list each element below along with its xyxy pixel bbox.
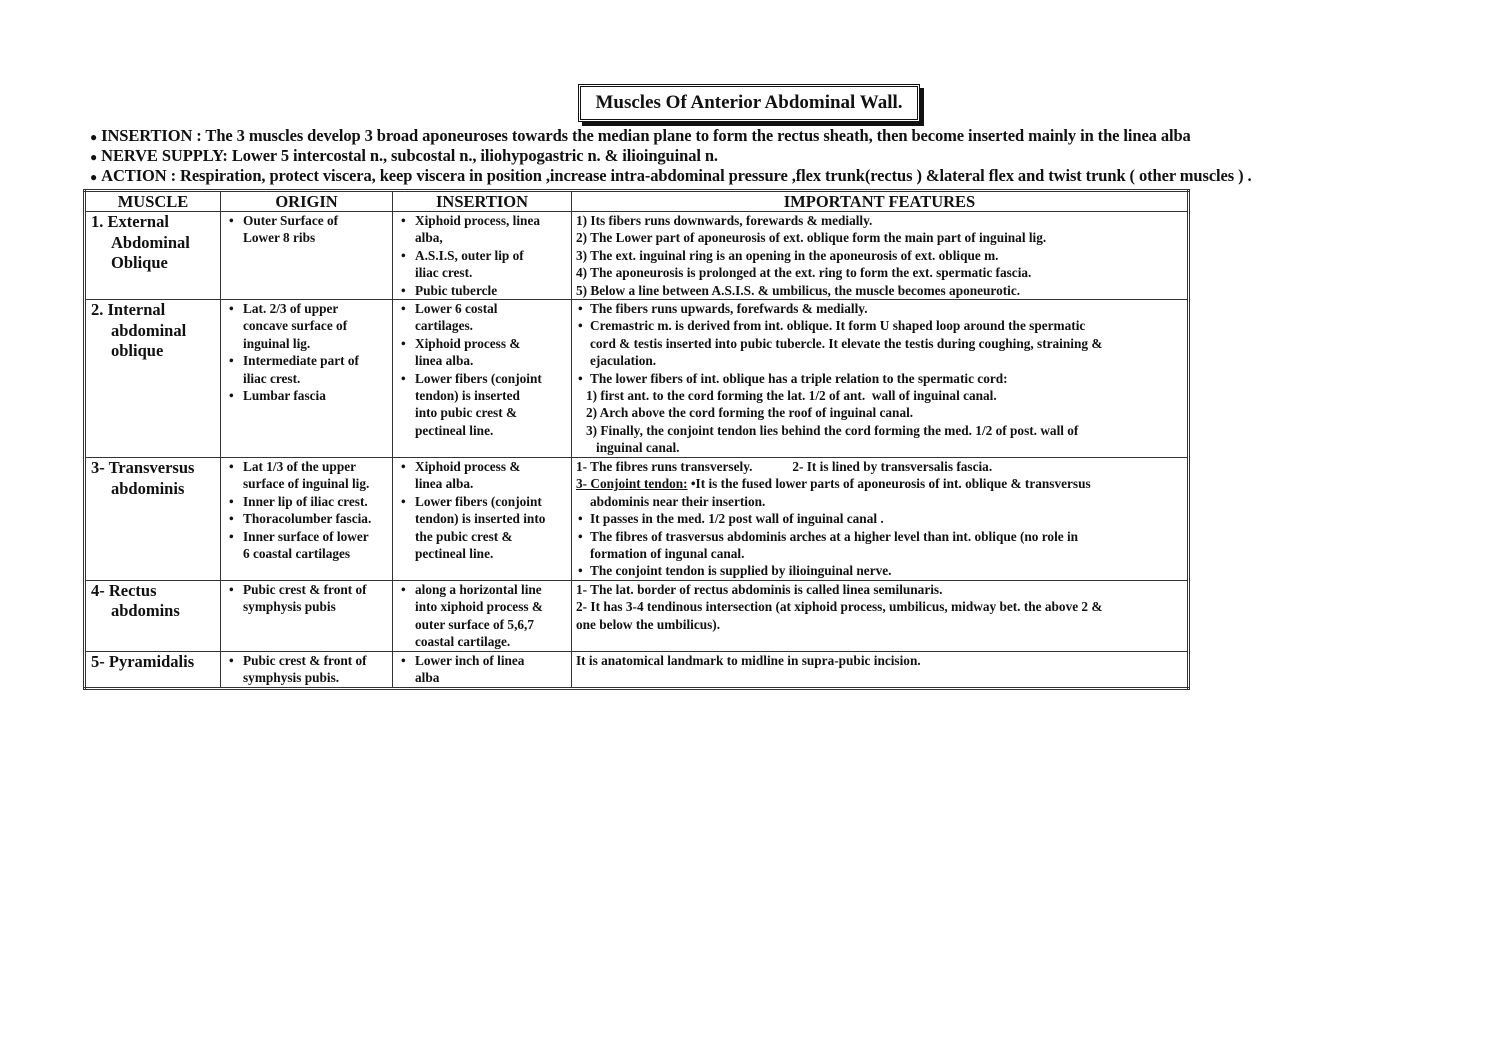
- insertion-line: [397, 493, 567, 510]
- line-text: 4) The aponeurosis is prolonged at the ext. ring to form the ext. spermatic fascia.: [576, 265, 1032, 281]
- insertion-line: [397, 581, 567, 598]
- muscle-cell: [85, 458, 221, 581]
- muscle-name-line: 4- Rectus: [91, 580, 157, 600]
- origin-line: [225, 528, 388, 545]
- header-features: IMPORTANT FEATURES: [572, 191, 1189, 212]
- bullet-icon: •: [401, 459, 406, 475]
- title-text: Muscles Of Anterior Abdominal Wall.: [595, 92, 903, 113]
- bullet-icon: •: [401, 301, 406, 317]
- table-row: [85, 458, 1189, 581]
- features-line: [576, 598, 1183, 615]
- muscle-cell: [85, 212, 221, 300]
- line-text: Cremastric m. is derived from int. oblique. It form U shaped loop around the spermatic: [590, 318, 1086, 334]
- insertion-cell: [393, 580, 572, 651]
- features-line: [576, 317, 1183, 334]
- line-text: 1) first ant. to the cord forming the lat. 1/2 of ant. wall of inguinal canal.: [586, 388, 997, 404]
- intro-text: ACTION : Respiration, protect viscera, keep viscera in position ,increase intra-abdominal pressure ,flex trunk(rectus ) &lateral flex and twist trunk ( other muscles ) .: [101, 166, 1252, 185]
- line-text: inguinal canal.: [596, 440, 680, 456]
- muscle-cell: [85, 300, 221, 458]
- intro-nerve-supply: [90, 146, 718, 166]
- features-line: [576, 439, 1183, 456]
- origin-line: [225, 387, 388, 404]
- line-text: into xiphoid process &: [415, 599, 543, 615]
- muscle-name-line: Oblique: [111, 253, 168, 272]
- insertion-line: [397, 212, 567, 229]
- bullet-icon: •: [578, 563, 583, 579]
- underlined-heading: 3- Conjoint tendon:: [576, 476, 688, 492]
- line-text: the pubic crest &: [415, 528, 513, 544]
- muscle-name-line: 2. Internal: [91, 300, 166, 320]
- insertion-line: [397, 300, 567, 317]
- muscle-name-line: abdominal: [111, 320, 187, 340]
- line-text: Lower fibers (conjoint: [415, 493, 542, 509]
- origin-cell: [221, 580, 393, 651]
- bullet-icon: •: [229, 388, 234, 404]
- line-text: Xiphoid process &: [415, 335, 521, 351]
- line-text: Pubic tubercle: [415, 282, 498, 298]
- origin-line: [225, 475, 388, 492]
- insertion-cell: [393, 651, 572, 688]
- muscle-cell: [85, 580, 221, 651]
- table-row: [85, 580, 1189, 651]
- insertion-line: [397, 510, 567, 527]
- line-text: abdominis near their insertion.: [590, 493, 766, 509]
- origin-line: [225, 598, 388, 615]
- bullet-icon: •: [401, 370, 406, 386]
- table-row: [85, 300, 1189, 458]
- muscle-cell: [85, 651, 221, 688]
- bullet-icon: •: [578, 370, 583, 386]
- bullet-icon: •: [578, 511, 583, 527]
- insertion-line: [397, 616, 567, 633]
- features-cell: [572, 300, 1189, 458]
- features-cell: [572, 580, 1189, 651]
- line-text: It passes in the med. 1/2 post wall of inguinal canal .: [590, 511, 884, 527]
- muscle-name-line: oblique: [111, 341, 164, 361]
- muscle-name-line: abdomins: [111, 601, 180, 621]
- bullet-icon: •: [229, 511, 234, 527]
- line-text: Pubic crest & front of: [243, 581, 367, 597]
- features-line: [576, 458, 1183, 475]
- insertion-line: [397, 475, 567, 492]
- origin-line: [225, 581, 388, 598]
- muscle-name-line: 5- Pyramidalis: [91, 651, 195, 671]
- insertion-line: [397, 335, 567, 352]
- bullet-icon: •: [578, 528, 583, 544]
- muscle-name-line: 3- Transversus: [91, 458, 195, 478]
- insertion-line: [397, 422, 567, 439]
- bullet-icon: •: [401, 581, 406, 597]
- line-text: 1) Its fibers runs downwards, forewards & medially.: [576, 213, 873, 228]
- insertion-cell: [393, 300, 572, 458]
- line-text: iliac crest.: [415, 265, 473, 281]
- line-text: 6 coastal cartilages: [243, 546, 351, 562]
- origin-line: [225, 300, 388, 317]
- insertion-line: [397, 652, 567, 669]
- features-line: [576, 335, 1183, 352]
- bullet-icon: •: [578, 301, 583, 317]
- muscle-name-line: abdominis: [111, 478, 185, 498]
- features-line: [576, 422, 1183, 439]
- line-text: one below the umbilicus).: [576, 616, 721, 632]
- features-cell: [572, 458, 1189, 581]
- features-line: [576, 493, 1183, 510]
- muscle-name-line: Abdominal: [111, 232, 190, 252]
- features-line: [576, 545, 1183, 562]
- features-line: [576, 247, 1183, 264]
- bullet-icon: ●: [90, 130, 98, 144]
- line-text: 1- The fibres runs transversely. 2- It is lined by transversalis fascia.: [576, 459, 993, 475]
- features-line: [576, 528, 1183, 545]
- intro-insertion: [90, 126, 1191, 146]
- origin-line: [225, 335, 388, 352]
- line-text: The fibres of trasversus abdominis arches at a higher level than int. oblique (no role in: [590, 528, 1079, 544]
- header-origin: ORIGIN: [221, 191, 393, 212]
- line-text: 3) Finally, the conjoint tendon lies behind the cord forming the med. 1/2 of post. wall of: [586, 422, 1079, 438]
- origin-cell: [221, 651, 393, 688]
- line-text: inguinal lig.: [243, 335, 311, 351]
- insertion-line: [397, 282, 567, 299]
- features-line: [576, 264, 1183, 281]
- insertion-line: [397, 264, 567, 281]
- insertion-line: [397, 669, 567, 686]
- line-text: Lat 1/3 of the upper: [243, 459, 357, 475]
- bullet-icon: •: [401, 652, 406, 668]
- muscles-table: [83, 189, 1190, 690]
- line-text: concave surface of: [243, 318, 348, 334]
- line-text: linea alba.: [415, 353, 474, 369]
- line-text: outer surface of 5,6,7: [415, 616, 535, 632]
- line-text: along a horizontal line: [415, 581, 542, 597]
- line-text: alba: [415, 670, 440, 686]
- line-text: The conjoint tendon is supplied by ilioinguinal nerve.: [590, 563, 892, 579]
- header-muscle: MUSCLE: [85, 191, 221, 212]
- features-cell: [572, 212, 1189, 300]
- features-line: [576, 562, 1183, 579]
- line-text: 5) Below a line between A.S.I.S. & umbilicus, the muscle becomes aponeurotic.: [576, 282, 1021, 298]
- line-text: pectineal line.: [415, 546, 494, 562]
- origin-line: [225, 458, 388, 475]
- features-line: [576, 212, 1183, 229]
- line-text: tendon) is inserted: [415, 388, 520, 404]
- features-line: [576, 352, 1183, 369]
- bullet-icon: •: [229, 528, 234, 544]
- line-text: alba,: [415, 230, 443, 246]
- line-text: A.S.I.S, outer lip of: [415, 247, 524, 263]
- bullet-icon: •: [229, 353, 234, 369]
- insertion-line: [397, 352, 567, 369]
- line-text: pectineal line.: [415, 422, 494, 438]
- features-line: [576, 370, 1183, 387]
- line-text: iliac crest.: [243, 370, 301, 386]
- origin-line: [225, 652, 388, 669]
- bullet-icon: ●: [90, 170, 98, 184]
- insertion-line: [397, 528, 567, 545]
- insertion-line: [397, 247, 567, 264]
- table-header-row: [85, 191, 1189, 212]
- page-title: [578, 84, 920, 122]
- origin-line: [225, 317, 388, 334]
- line-text: Lower 8 ribs: [243, 230, 316, 246]
- bullet-icon: •: [229, 301, 234, 317]
- line-text: tendon) is inserted into: [415, 511, 546, 527]
- line-text: Thoracolumber fascia.: [243, 511, 372, 527]
- line-text: ejaculation.: [590, 353, 657, 369]
- features-line: [576, 229, 1183, 246]
- origin-line: [225, 545, 388, 562]
- bullet-icon: •: [401, 282, 406, 298]
- line-text: The lower fibers of int. oblique has a triple relation to the spermatic cord:: [590, 370, 1008, 386]
- bullet-icon: •: [229, 493, 234, 509]
- insertion-cell: [393, 458, 572, 581]
- insertion-line: [397, 633, 567, 650]
- features-line: [576, 300, 1183, 317]
- intro-text: INSERTION : The 3 muscles develop 3 broad aponeuroses towards the median plane to form the rectus sheath, then become inserted mainly in the linea alba: [101, 126, 1191, 145]
- line-text: 2) Arch above the cord forming the roof of inguinal canal.: [586, 405, 914, 421]
- line-text: symphysis pubis: [243, 599, 336, 615]
- line-text: Xiphoid process, linea: [415, 213, 540, 228]
- bullet-icon: ●: [90, 150, 98, 164]
- bullet-icon: •: [229, 581, 234, 597]
- features-line: [576, 616, 1183, 633]
- line-text: coastal cartilage.: [415, 634, 511, 650]
- insertion-line: [397, 229, 567, 246]
- insertion-line: [397, 317, 567, 334]
- insertion-line: [397, 370, 567, 387]
- bullet-icon: •: [229, 459, 234, 475]
- line-text: formation of ingunal canal.: [590, 546, 745, 562]
- line-text: cartilages.: [415, 318, 473, 334]
- muscle-name-line: 1. External: [91, 212, 169, 231]
- bullet-icon: •: [229, 652, 234, 668]
- insertion-line: [397, 545, 567, 562]
- origin-line: [225, 510, 388, 527]
- line-text: cord & testis inserted into pubic tubercle. It elevate the testis during coughing, straining &: [590, 335, 1103, 351]
- line-text: Outer Surface of: [243, 213, 339, 228]
- origin-line: [225, 370, 388, 387]
- line-text: Lower inch of linea: [415, 652, 525, 668]
- features-line: [576, 387, 1183, 404]
- bullet-icon: •: [401, 213, 406, 228]
- table-row: [85, 212, 1189, 300]
- line-text: Inner lip of iliac crest.: [243, 493, 368, 509]
- line-text: Intermediate part of: [243, 353, 359, 369]
- origin-line: [225, 352, 388, 369]
- features-line: [576, 581, 1183, 598]
- insertion-cell: [393, 212, 572, 300]
- insertion-line: [397, 404, 567, 421]
- line-text: Xiphoid process &: [415, 459, 521, 475]
- line-text: surface of inguinal lig.: [243, 476, 370, 492]
- bullet-icon: •: [578, 318, 583, 334]
- line-text: into pubic crest &: [415, 405, 518, 421]
- line-text: 2- It has 3-4 tendinous intersection (at xiphoid process, umbilicus, midway bet. the above 2 &: [576, 599, 1103, 615]
- line-text: symphysis pubis.: [243, 670, 340, 686]
- insertion-line: [397, 387, 567, 404]
- features-line: [576, 282, 1183, 299]
- bullet-icon: •: [401, 247, 406, 263]
- features-line: [576, 404, 1183, 421]
- origin-line: [225, 229, 388, 246]
- line-text: 2) The Lower part of aponeurosis of ext. oblique form the main part of inguinal lig.: [576, 230, 1047, 246]
- features-cell: [572, 651, 1189, 688]
- intro-text: NERVE SUPPLY: Lower 5 intercostal n., subcostal n., iliohypogastric n. & ilioinguinal n.: [101, 146, 718, 165]
- features-line: [576, 475, 1183, 492]
- origin-line: [225, 212, 388, 229]
- line-text: Lower fibers (conjoint: [415, 370, 542, 386]
- features-line: [576, 510, 1183, 527]
- line-text: Lat. 2/3 of upper: [243, 301, 339, 317]
- bullet-icon: •: [401, 335, 406, 351]
- intro-action: [90, 166, 1252, 186]
- line-text: It is anatomical landmark to midline in supra-pubic incision.: [576, 652, 921, 668]
- line-text: Lumbar fascia: [243, 388, 326, 404]
- line-text: linea alba.: [415, 476, 474, 492]
- features-line: [576, 652, 1183, 669]
- line-text: Lower 6 costal: [415, 301, 498, 317]
- origin-line: [225, 669, 388, 686]
- table-row: [85, 651, 1189, 688]
- line-text: Pubic crest & front of: [243, 652, 367, 668]
- origin-line: [225, 493, 388, 510]
- bullet-icon: •: [229, 213, 234, 228]
- insertion-line: [397, 458, 567, 475]
- origin-cell: [221, 458, 393, 581]
- line-text: •It is the fused lower parts of aponeurosis of int. oblique & transversus: [687, 476, 1091, 492]
- origin-cell: [221, 212, 393, 300]
- line-text: 3) The ext. inguinal ring is an opening in the aponeurosis of ext. oblique m.: [576, 247, 999, 263]
- bullet-icon: •: [401, 493, 406, 509]
- insertion-line: [397, 598, 567, 615]
- line-text: 1- The lat. border of rectus abdominis is called linea semilunaris.: [576, 581, 943, 597]
- line-text: The fibers runs upwards, forefwards & medially.: [590, 301, 868, 317]
- header-insertion: INSERTION: [393, 191, 572, 212]
- origin-cell: [221, 300, 393, 458]
- line-text: Inner surface of lower: [243, 528, 369, 544]
